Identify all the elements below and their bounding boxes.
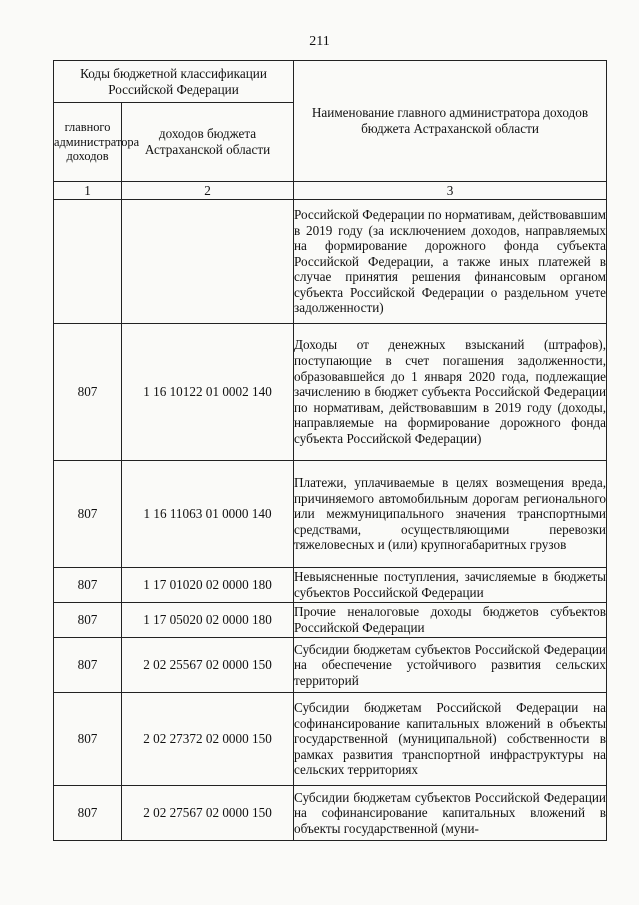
income-name-cell: Платежи, уплачиваемые в целях возмещения вреда, причиняемого автомобильным дорогам регионального или межмуниципального значения транспортными средствами, осуществляющими перевозки тяжеловесных и (или) крупногабаритных грузов	[294, 461, 607, 568]
table-row	[54, 638, 607, 693]
admin-code-cell	[54, 200, 122, 324]
income-name-cell: Субсидии бюджетам субъектов Российской Федерации на обеспечение устойчивого развития сельских территорий	[294, 638, 607, 693]
budget-classification-table	[53, 60, 607, 841]
admin-code-cell: 807	[54, 693, 122, 786]
admin-code-cell: 807	[54, 461, 122, 568]
income-code-cell: 1 17 01020 02 0000 180	[122, 568, 294, 603]
income-name-cell: Российской Федерации по нормативам, действовавшим в 2019 году (за исключением доходов, направляемых на формирование дорожного фонда субъекта Российской Федерации, а также иных платежей в случае принятия решения финансовым органом субъекта Российской Федерации о раздельном учете задолженности)	[294, 200, 607, 324]
admin-code-cell: 807	[54, 324, 122, 461]
income-column-header: доходов бюджета Астраханской области	[122, 103, 294, 182]
table-row	[54, 693, 607, 786]
codes-header: Коды бюджетной классификации Российской Федерации	[54, 61, 294, 103]
income-name-cell: Невыясненные поступления, зачисляемые в бюджеты субъектов Российской Федерации	[294, 568, 607, 603]
table-row	[54, 568, 607, 603]
income-name-cell: Субсидии бюджетам субъектов Российской Федерации на софинансирование капитальных вложений в объекты государственной (муни-	[294, 786, 607, 841]
income-name-cell: Доходы от денежных взысканий (штрафов), поступающие в счет погашения задолженности, образовавшейся до 1 января 2020 года, подлежащие зачислению в бюджет субъекта Российской Федерации по нормативам, действовавшим в 2019 году (доходы, направляемые на формирование дорожного фонда субъекта Российской Федерации)	[294, 324, 607, 461]
table-row	[54, 324, 607, 461]
admin-code-cell: 807	[54, 603, 122, 638]
column-number: 1	[54, 182, 122, 200]
admin-code-cell: 807	[54, 638, 122, 693]
income-code-cell: 1 16 11063 01 0000 140	[122, 461, 294, 568]
income-name-cell: Прочие неналоговые доходы бюджетов субъектов Российской Федерации	[294, 603, 607, 638]
column-number: 2	[122, 182, 294, 200]
table-row	[54, 200, 607, 324]
income-code-cell	[122, 200, 294, 324]
income-code-cell: 1 17 05020 02 0000 180	[122, 603, 294, 638]
income-code-cell: 2 02 25567 02 0000 150	[122, 638, 294, 693]
income-code-cell: 2 02 27567 02 0000 150	[122, 786, 294, 841]
name-column-header: Наименование главного администратора доходов бюджета Астраханской области	[294, 61, 607, 182]
page-number: 211	[309, 34, 330, 49]
income-code-cell: 1 16 10122 01 0002 140	[122, 324, 294, 461]
income-name-cell: Субсидии бюджетам Российской Федерации на софинансирование капитальных вложений в объекты государственной (муниципальной) собственности в рамках развития транспортной инфраструктуры на сельских территориях	[294, 693, 607, 786]
table-row	[54, 603, 607, 638]
column-number: 3	[294, 182, 607, 200]
table-row	[54, 786, 607, 841]
table-row	[54, 461, 607, 568]
admin-code-cell: 807	[54, 786, 122, 841]
income-code-cell: 2 02 27372 02 0000 150	[122, 693, 294, 786]
admin-code-cell: 807	[54, 568, 122, 603]
admin-column-header: главного администратора доходов	[54, 103, 122, 182]
